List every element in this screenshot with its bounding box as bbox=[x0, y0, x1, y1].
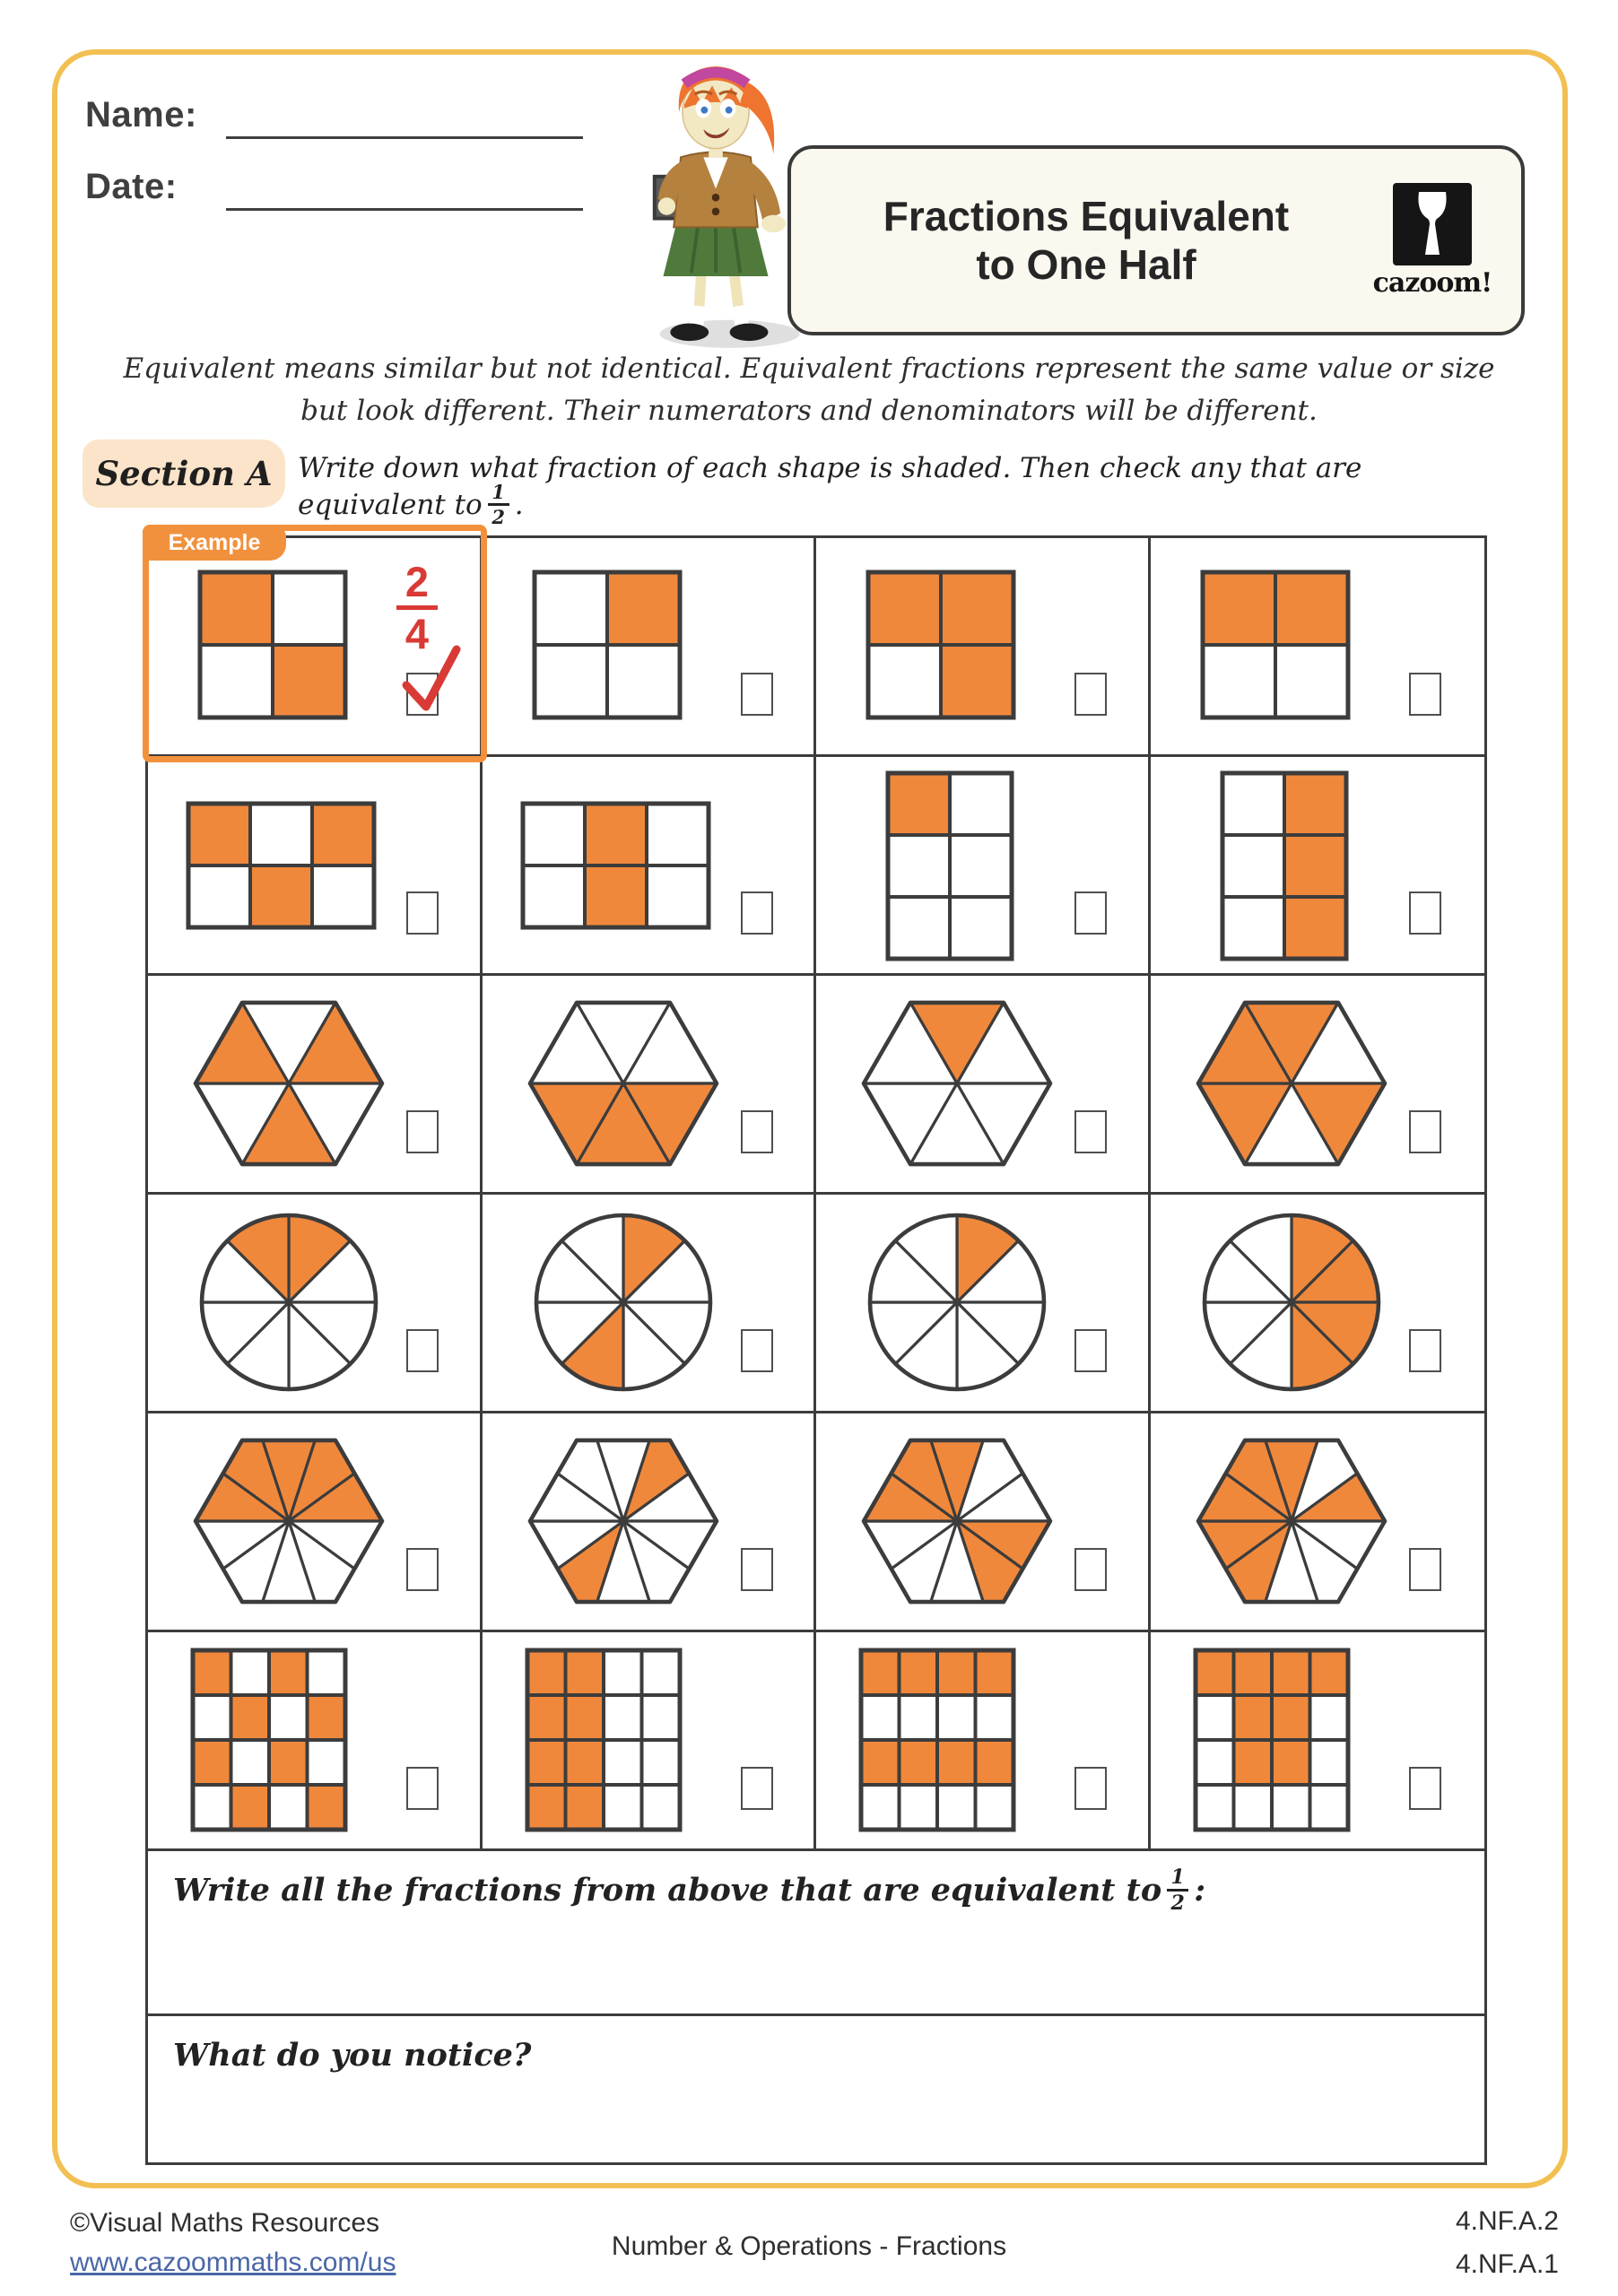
section-a-badge: Section A bbox=[83, 439, 285, 508]
write-fractions-prompt: Write all the fractions from above that are equivalent to $\frac{1}{2}$ : bbox=[173, 1866, 1206, 1915]
equivalence-checkbox[interactable] bbox=[1074, 673, 1107, 716]
page-title-line2: to One Half bbox=[976, 241, 1196, 288]
equivalence-checkbox[interactable] bbox=[406, 1767, 439, 1810]
equivalence-checkbox[interactable] bbox=[1074, 1767, 1107, 1810]
shape-square-grid bbox=[816, 1632, 1148, 1849]
shape-circle-eighths bbox=[483, 1195, 814, 1412]
shape-circle-eighths bbox=[816, 1195, 1148, 1412]
shape-circle-eighths bbox=[148, 1195, 480, 1412]
equivalence-checkbox[interactable] bbox=[741, 891, 773, 935]
title-box bbox=[787, 145, 1525, 335]
shape-hexagon-tenths bbox=[483, 1413, 814, 1631]
fraction-cell-r1-c3 bbox=[816, 538, 1151, 757]
fraction-cell-r1-c4 bbox=[1151, 538, 1485, 757]
write-fractions-answer-area[interactable] bbox=[148, 1914, 1484, 2013]
shape-hexagon-tenths bbox=[148, 1413, 480, 1631]
shape-hexagon-tenths bbox=[816, 1413, 1148, 1631]
equivalence-checkbox[interactable] bbox=[1409, 891, 1441, 935]
shape-square-grid bbox=[483, 757, 814, 974]
shape-square-grid bbox=[1151, 757, 1483, 974]
fraction-cell-r3-c3 bbox=[816, 976, 1151, 1195]
standard-code-2: 4.NF.A.1 bbox=[1455, 2249, 1559, 2279]
shape-circle-eighths bbox=[1151, 1195, 1483, 1412]
one-half-fraction: $\frac{1}{2}$ bbox=[1167, 1867, 1188, 1913]
example-answer-fraction: 2 4 bbox=[381, 560, 453, 657]
fraction-cell-r4-c2 bbox=[483, 1195, 817, 1413]
one-half-fraction: $\frac{1}{2}$ bbox=[488, 483, 509, 526]
shape-square-grid bbox=[148, 757, 480, 974]
fraction-cell-r2-c4 bbox=[1151, 757, 1485, 976]
footer-website-link[interactable]: www.cazoommaths.com/us bbox=[70, 2248, 396, 2277]
shape-square-grid bbox=[148, 1632, 480, 1849]
fraction-cell-r5-c3 bbox=[816, 1413, 1151, 1632]
intro-line2: but look different. Their numerators and denominators will be different. bbox=[300, 394, 1318, 427]
intro-line1: Equivalent means similar but not identical. Equivalent fractions represent the same value or size bbox=[123, 352, 1495, 385]
equivalence-checkbox[interactable] bbox=[1074, 1329, 1107, 1372]
shape-square-grid bbox=[483, 1632, 814, 1849]
shape-square-grid bbox=[1151, 538, 1483, 755]
shape-hexagon-sixths bbox=[148, 976, 480, 1193]
name-label: Name: bbox=[85, 95, 197, 135]
page-title-line1: Fractions Equivalent bbox=[883, 192, 1290, 239]
write-fractions-row bbox=[148, 1851, 1484, 2016]
equivalence-checkbox[interactable] bbox=[1409, 1767, 1441, 1810]
equivalence-checkbox[interactable] bbox=[741, 1548, 773, 1591]
fraction-cell-r6-c3 bbox=[816, 1632, 1151, 1851]
notice-answer-area[interactable] bbox=[148, 2082, 1484, 2162]
shape-hexagon-sixths bbox=[816, 976, 1148, 1193]
shape-hexagon-sixths bbox=[483, 976, 814, 1193]
notice-row bbox=[148, 2019, 1484, 2162]
footer-standards bbox=[1290, 2206, 1559, 2280]
fraction-cell-r3-c1 bbox=[148, 976, 483, 1195]
fraction-cell-r5-c2 bbox=[483, 1413, 817, 1632]
fraction-cell-r4-c3 bbox=[816, 1195, 1151, 1413]
shape-hexagon-tenths bbox=[1151, 1413, 1483, 1631]
fraction-cell-r6-c4 bbox=[1151, 1632, 1485, 1851]
date-input-line[interactable] bbox=[226, 208, 583, 211]
cazoom-logo-icon bbox=[1393, 183, 1472, 265]
fraction-cell-r1-c1 bbox=[148, 530, 483, 757]
fraction-cell-r1-c2 bbox=[483, 538, 817, 757]
fraction-cell-r4-c4 bbox=[1151, 1195, 1485, 1413]
fraction-cell-r3-c4 bbox=[1151, 976, 1485, 1195]
equivalence-checkbox[interactable] bbox=[1409, 1548, 1441, 1591]
equivalence-checkbox[interactable] bbox=[741, 1767, 773, 1810]
intro-text bbox=[99, 348, 1519, 431]
fraction-cell-r5-c1 bbox=[148, 1413, 483, 1632]
equivalence-checkbox[interactable] bbox=[1409, 673, 1441, 716]
fraction-cell-r6-c1 bbox=[148, 1632, 483, 1851]
fraction-cell-r2-c1 bbox=[148, 757, 483, 976]
fraction-cell-r2-c3 bbox=[816, 757, 1151, 976]
cazoom-logo bbox=[1360, 183, 1521, 299]
fraction-cell-r3-c2 bbox=[483, 976, 817, 1195]
fraction-cell-r4-c1 bbox=[148, 1195, 483, 1413]
shape-square-grid bbox=[816, 757, 1148, 974]
equivalence-checkbox[interactable] bbox=[406, 1110, 439, 1153]
fraction-table bbox=[145, 530, 1487, 2165]
notice-prompt: What do you notice? bbox=[173, 2037, 532, 2074]
shape-hexagon-sixths bbox=[1151, 976, 1483, 1193]
cazoom-logo-text: cazoom! bbox=[1372, 266, 1492, 299]
example-badge: Example bbox=[143, 525, 286, 561]
equivalence-checkbox[interactable] bbox=[1409, 1329, 1441, 1372]
shape-square-grid bbox=[816, 538, 1148, 755]
equivalence-checkbox[interactable] bbox=[1409, 1110, 1441, 1153]
equivalence-checkbox[interactable] bbox=[741, 673, 773, 716]
standard-code-1: 4.NF.A.2 bbox=[1455, 2206, 1559, 2236]
footer-topic: Number & Operations - Fractions bbox=[611, 2231, 1007, 2261]
equivalence-checkbox[interactable] bbox=[1074, 1548, 1107, 1591]
equivalence-checkbox[interactable] bbox=[406, 1329, 439, 1372]
equivalence-checkbox[interactable] bbox=[1074, 1110, 1107, 1153]
equivalence-checkbox[interactable] bbox=[741, 1110, 773, 1153]
footer-copyright: ©Visual Maths Resources bbox=[70, 2208, 380, 2238]
red-checkmark-icon bbox=[397, 639, 465, 716]
shape-square-grid bbox=[483, 538, 814, 755]
equivalence-checkbox[interactable] bbox=[406, 891, 439, 935]
fraction-cell-r6-c2 bbox=[483, 1632, 817, 1851]
date-label: Date: bbox=[85, 167, 178, 206]
fraction-cell-r2-c2 bbox=[483, 757, 817, 976]
page-title bbox=[791, 192, 1360, 290]
shape-square-grid bbox=[1151, 1632, 1483, 1849]
fraction-cell-r5-c4 bbox=[1151, 1413, 1485, 1632]
section-a-instruction: Write down what fraction of each shape is shaded. Then check any that are equivalent to $\frac{1}{2}$ . bbox=[298, 452, 1362, 528]
name-input-line[interactable] bbox=[226, 136, 583, 139]
equivalence-checkbox[interactable] bbox=[406, 1548, 439, 1591]
equivalence-checkbox[interactable] bbox=[1074, 891, 1107, 935]
equivalence-checkbox[interactable] bbox=[741, 1329, 773, 1372]
